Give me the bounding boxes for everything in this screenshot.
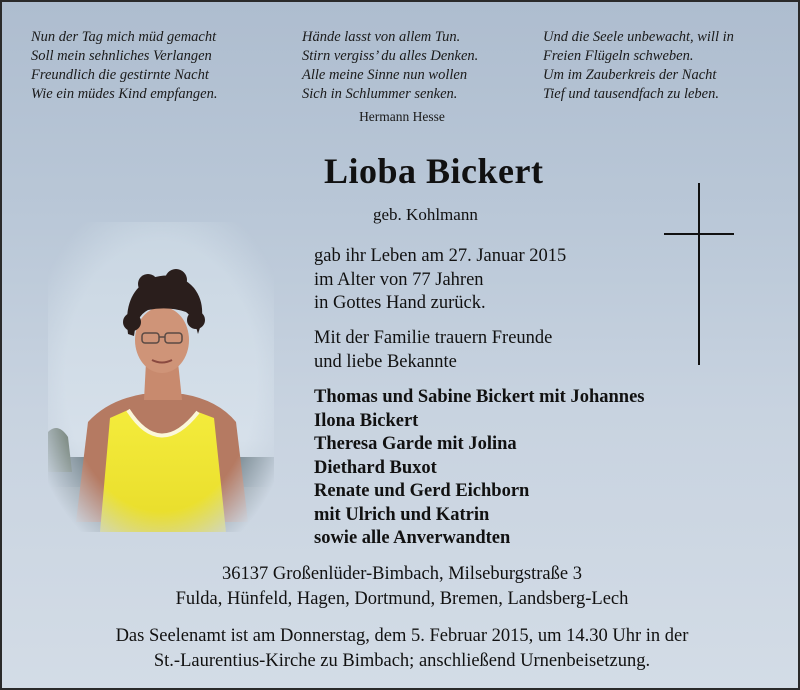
family-member: sowie alle Anverwandten bbox=[314, 528, 511, 548]
family-member: mit Ulrich und Katrin bbox=[314, 504, 490, 525]
poem-line: Freundlich die gestirnte Nacht bbox=[31, 67, 209, 83]
poem-line: Freien Flügeln schweben. bbox=[543, 48, 694, 64]
poem-stanza-1 bbox=[31, 28, 217, 104]
text-line: gab ihr Leben am 27. Januar 2015 bbox=[314, 246, 567, 266]
service-line: St.-Laurentius-Kirche zu Bimbach; anschließend Urnenbeisetzung. bbox=[153, 650, 651, 671]
poem-line: Nun der Tag mich müd gemacht bbox=[31, 29, 217, 45]
text-line: Mit der Familie trauern Freunde bbox=[314, 328, 553, 348]
family-member: Thomas und Sabine Bickert mit Johannes bbox=[314, 387, 645, 407]
poem-line: Hände lasst von allem Tun. bbox=[302, 29, 461, 45]
deceased-name: Lioba Bickert bbox=[324, 151, 544, 191]
poem-line: Wie ein müdes Kind empfangen. bbox=[31, 86, 218, 102]
poem-stanza-2 bbox=[302, 28, 478, 104]
service-line: Das Seelenamt ist am Donnerstag, dem 5. Februar 2015, um 14.30 Uhr in der bbox=[115, 626, 689, 646]
text-line: im Alter von 77 Jahren bbox=[314, 269, 484, 290]
mourning-text bbox=[314, 327, 552, 374]
family-member: Theresa Garde mit Jolina bbox=[314, 434, 517, 454]
poem-line: Sich in Schlummer senken. bbox=[302, 86, 458, 102]
family-member: Renate und Gerd Eichborn bbox=[314, 481, 530, 501]
address-line: Fulda, Hünfeld, Hagen, Dortmund, Bremen, Landsberg-Lech bbox=[175, 588, 629, 609]
poem-stanza-3 bbox=[543, 28, 734, 104]
poem-author: Hermann Hesse bbox=[359, 109, 445, 124]
poem-line: Und die Seele unbewacht, will in bbox=[543, 29, 734, 45]
portrait-photo bbox=[48, 222, 274, 532]
family-member: Diethard Buxot bbox=[314, 457, 437, 478]
maiden-name: geb. Kohlmann bbox=[373, 205, 478, 224]
text-line: und liebe Bekannte bbox=[314, 351, 457, 372]
cross-icon bbox=[664, 183, 734, 365]
death-text bbox=[314, 245, 566, 316]
family-list bbox=[314, 386, 645, 551]
address-line: 36137 Großenlüder-Bimbach, Milseburgstraße 3 bbox=[222, 564, 582, 584]
address-block bbox=[2, 562, 800, 611]
poem-line: Soll mein sehnliches Verlangen bbox=[31, 48, 212, 64]
poem-line: Stirn vergiss’ du alles Denken. bbox=[302, 48, 479, 64]
family-member: Ilona Bickert bbox=[314, 410, 419, 431]
poem-line: Tief und tausendfach zu leben. bbox=[543, 86, 719, 102]
text-line: in Gottes Hand zurück. bbox=[314, 293, 486, 313]
poem-line: Um im Zauberkreis der Nacht bbox=[543, 67, 717, 83]
service-info bbox=[2, 624, 800, 673]
poem-line: Alle meine Sinne nun wollen bbox=[302, 67, 468, 83]
